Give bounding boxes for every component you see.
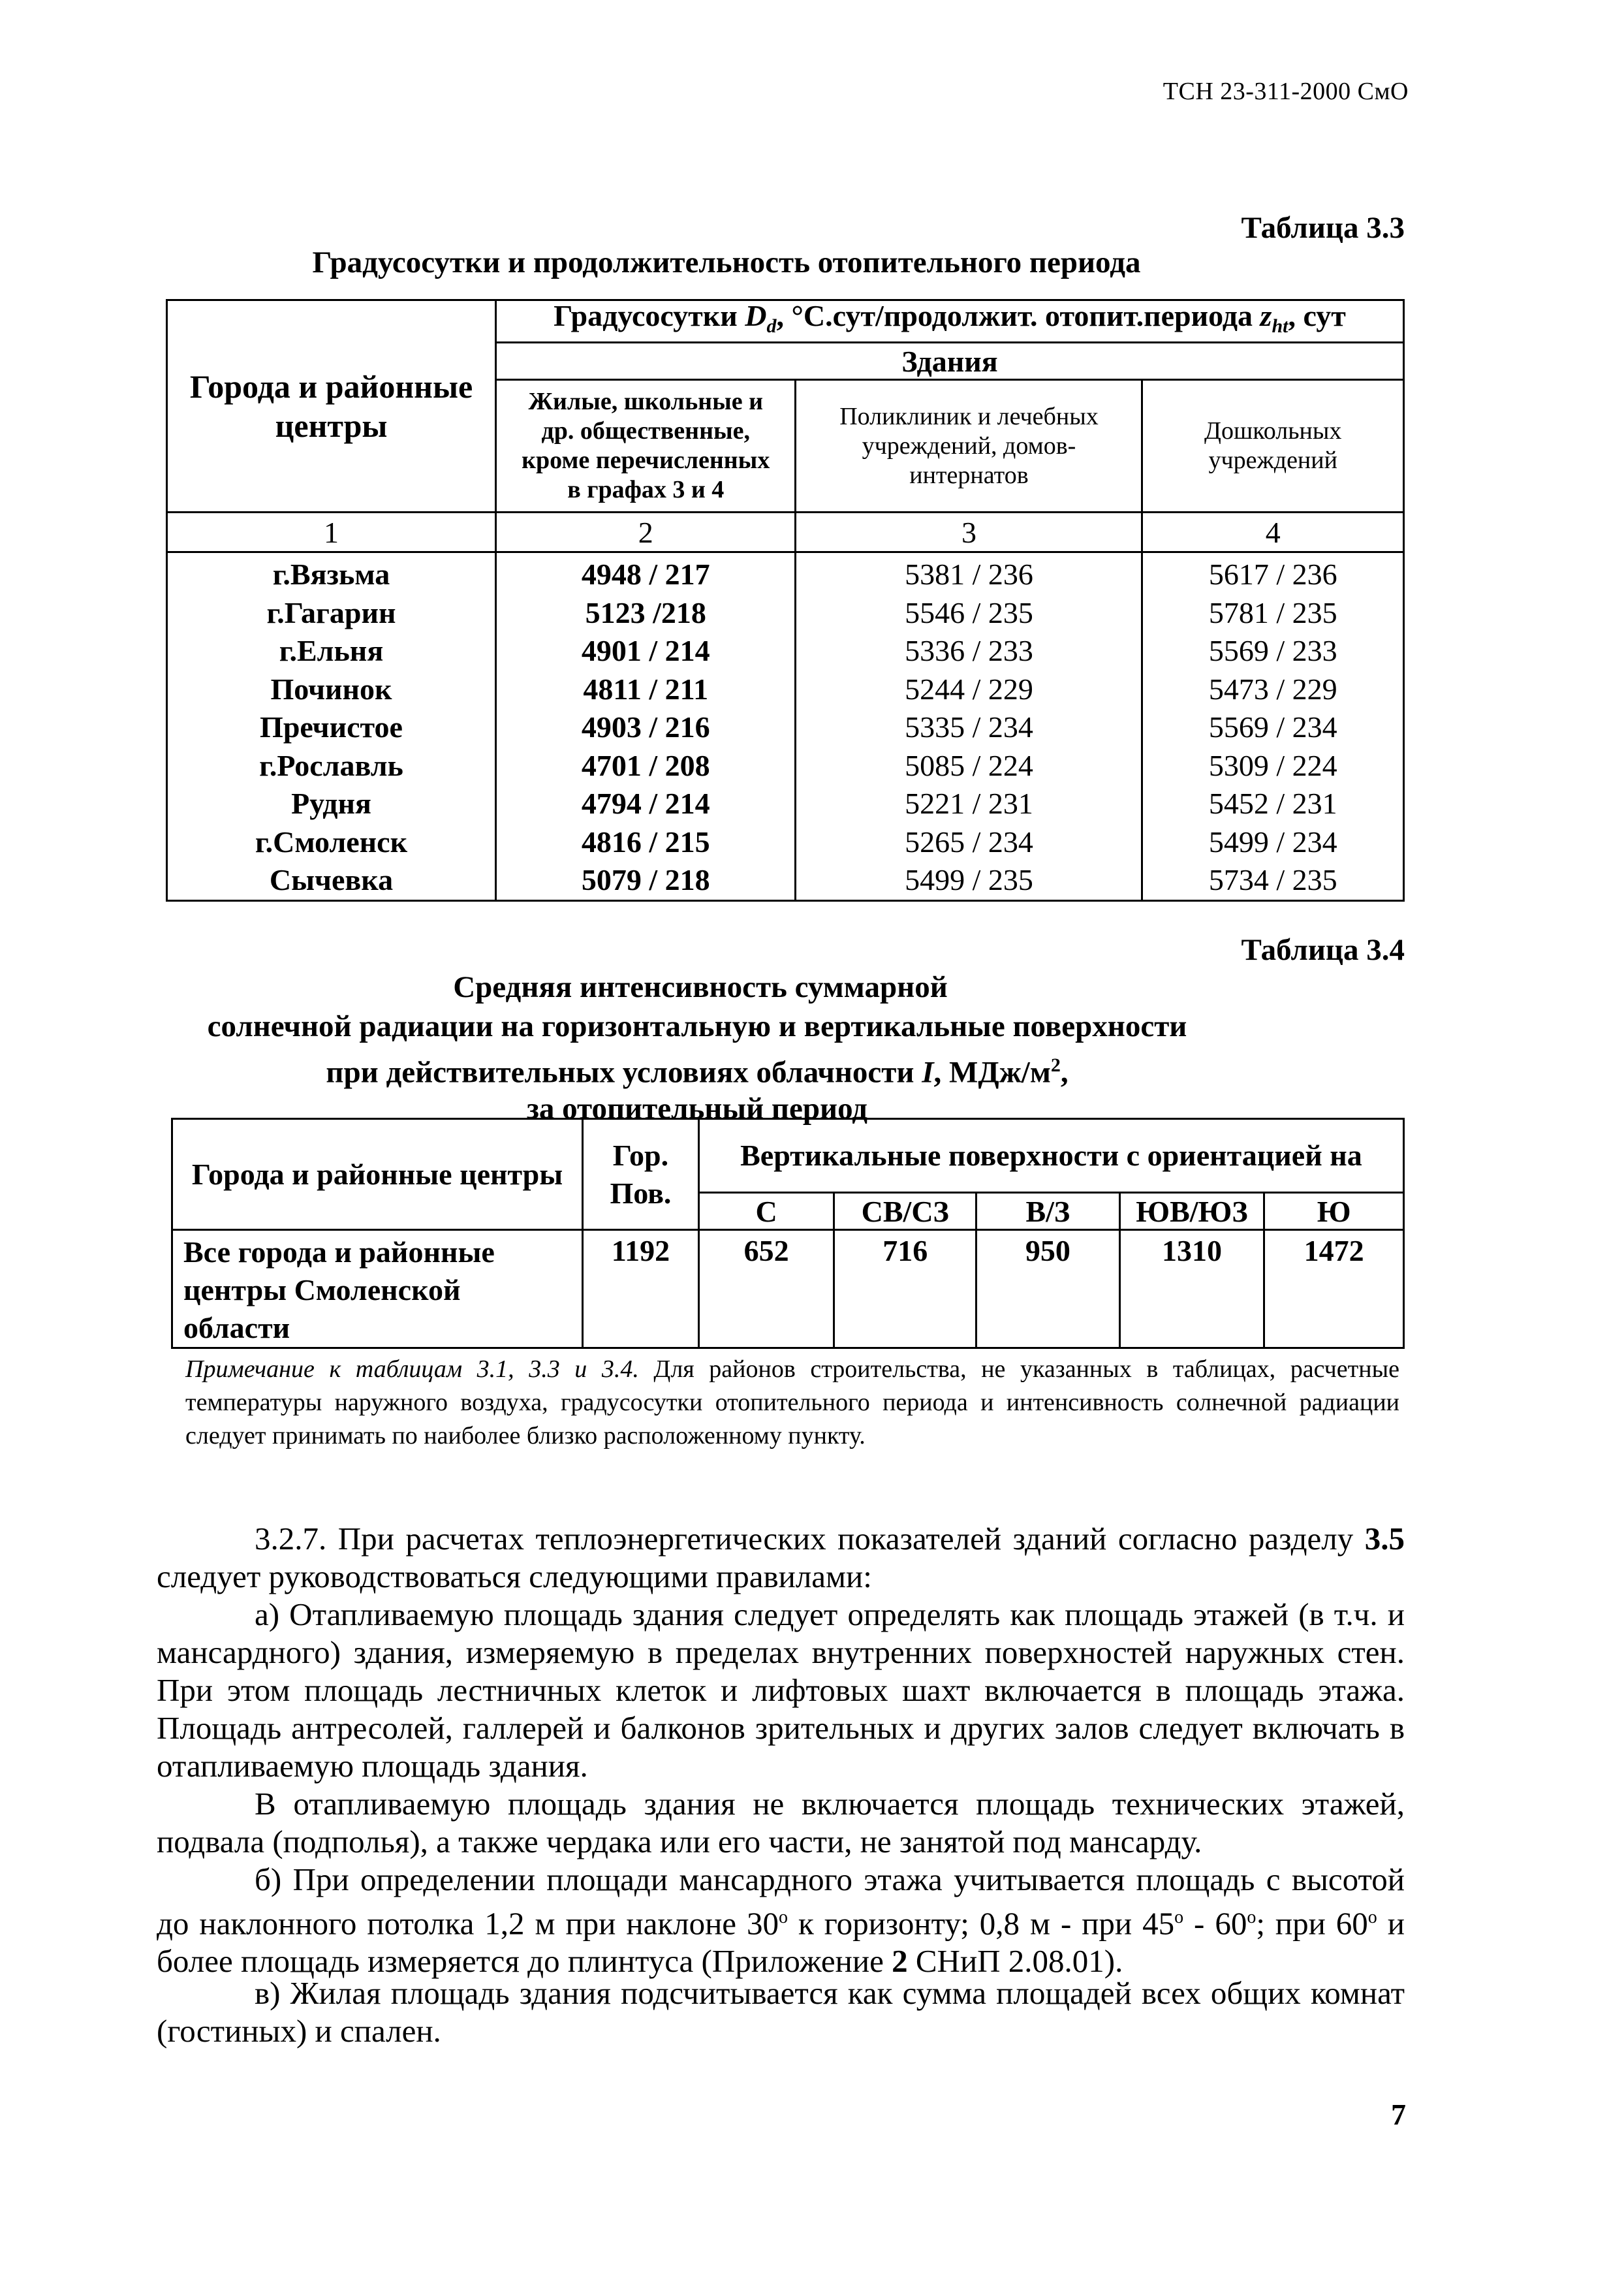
value-cell: 5336 / 233 — [905, 634, 1033, 668]
col-4-values — [1142, 552, 1404, 901]
title-line3-c: , МДж/м — [933, 1055, 1051, 1090]
table-3-4-title-line3 — [78, 1046, 1317, 1092]
value-cell: 5079 / 218 — [581, 863, 710, 897]
header-horizontal: Гор. Пов. — [583, 1119, 699, 1230]
value-cell: 5085 / 224 — [905, 748, 1033, 782]
value-cell: 5569 / 233 — [1208, 634, 1337, 668]
col-number-2: 2 — [496, 513, 796, 552]
table-3-4-caption: Таблица 3.4 — [1241, 933, 1405, 967]
city-cell: г.Вязьма — [272, 558, 390, 592]
value-cell: 5546 / 235 — [905, 595, 1033, 629]
symbol-zht: z — [1260, 299, 1272, 332]
p4-e: и более площадь измеряется до плинтуса (Приложение — [157, 1905, 1405, 1980]
value-cell: 5221 / 231 — [905, 787, 1033, 821]
orient-s: Ю — [1264, 1193, 1404, 1230]
value-cell: 5781 / 235 — [1208, 595, 1337, 629]
header-degree-days-a: Градусосутки — [554, 299, 745, 332]
value-cell: 4816 / 215 — [581, 825, 710, 859]
symbol-dd-sub: d — [766, 315, 777, 338]
orient-n: С — [698, 1193, 834, 1230]
title-line3-d: , — [1060, 1055, 1069, 1090]
value-cell: 4701 / 208 — [581, 748, 710, 782]
value-cell: 4901 / 214 — [581, 634, 710, 668]
value-e-w: 950 — [976, 1230, 1120, 1348]
row-city: Все города и районные центры Смоленской области — [172, 1230, 583, 1348]
table-note — [185, 1353, 1399, 1453]
note-lead: Примечание к таблицам 3.1, 3.3 и 3.4. — [185, 1355, 639, 1383]
paragraph-a: а) Отапливаемую площадь здания следует определять как площадь этажей (в т.ч. и мансардного) здания, измеряемую в пределах внутренних поверхностей наружных стен. При этом площадь лестничных клеток и лифтовых шахт включается в площадь этажа. Площадь антресолей, галлерей и балконов зрительных и других залов следует включать в отапливаемую площадь здания. — [157, 1596, 1405, 1784]
col-2-values — [496, 552, 796, 901]
table-3-4-title-line2: солнечной радиации на горизонтальную и вертикальные поверхности — [207, 1009, 1187, 1043]
city-cell: г.Рославль — [259, 748, 403, 782]
value-cell: 5381 / 236 — [905, 558, 1033, 592]
table-3-4-title — [166, 968, 1405, 1125]
table-3-4 — [171, 1118, 1405, 1349]
value-cell: 5499 / 234 — [1208, 825, 1337, 859]
orient-e-w: В/З — [976, 1193, 1120, 1230]
value-cell: 4811 / 211 — [583, 672, 709, 706]
header-col-4: Дошкольных учреждений — [1142, 380, 1404, 513]
value-cell: 5309 / 224 — [1208, 748, 1337, 782]
city-cell: г.Гагарин — [266, 595, 396, 629]
paragraph-1-text-a: При расчетах теплоэнергетических показателей зданий согласно разделу — [326, 1521, 1365, 1557]
header-vertical: Вертикальные поверхности с ориентацией на — [698, 1119, 1403, 1193]
orient-se-sw: ЮВ/ЮЗ — [1119, 1193, 1264, 1230]
value-cell: 5499 / 235 — [905, 863, 1033, 897]
header-cities: Города и районные центры — [172, 1119, 583, 1230]
orient-ne-nw: СВ/СЗ — [834, 1193, 976, 1230]
col-number-4: 4 — [1142, 513, 1404, 552]
title-line3-sup: 2 — [1050, 1054, 1061, 1076]
paragraph-excluded-area: В отапливаемую площадь здания не включается площадь технических этажей, подвала (подполья), а также чердака или его части, не занятой под мансарду. — [157, 1786, 1405, 1859]
symbol-i: I — [922, 1055, 934, 1090]
city-cell: г.Смоленск — [255, 825, 408, 859]
value-cell: 5335 / 234 — [905, 710, 1033, 744]
value-se-sw: 1310 — [1119, 1230, 1264, 1348]
header-degree-days — [496, 300, 1404, 343]
document-code: ТСН 23-311-2000 СмО — [1163, 78, 1409, 105]
value-ne-nw: 716 — [834, 1230, 976, 1348]
header-col-3: Поликлиник и лечебных учреждений, домов-интернатов — [796, 380, 1142, 513]
value-cell: 5244 / 229 — [905, 672, 1033, 706]
value-cell: 5265 / 234 — [905, 825, 1033, 859]
degree-sign: о — [1247, 1907, 1257, 1927]
value-s: 1472 — [1264, 1230, 1404, 1348]
value-cell: 5734 / 235 — [1208, 863, 1337, 897]
city-cell: г.Ельня — [279, 634, 384, 668]
value-cell: 4903 / 216 — [581, 710, 710, 744]
degree-sign: о — [779, 1907, 788, 1927]
appendix-ref: 2 — [892, 1943, 908, 1980]
table-3-3-title-text: Градусосутки и продолжительность отопительного периода — [312, 245, 1141, 279]
cities-column — [167, 552, 496, 901]
value-cell: 5569 / 234 — [1208, 710, 1337, 744]
header-degree-days-c: , сут — [1288, 299, 1346, 332]
degree-sign: о — [1174, 1907, 1184, 1927]
table-3-4-title-line1: Средняя интенсивность суммарной — [453, 970, 948, 1004]
value-cell: 4948 / 217 — [581, 558, 710, 592]
header-buildings: Здания — [496, 343, 1404, 380]
city-cell: Рудня — [291, 787, 371, 821]
table-3-3-caption: Таблица 3.3 — [1241, 211, 1405, 245]
col-3-values — [796, 552, 1142, 901]
col-number-3: 3 — [796, 513, 1142, 552]
city-cell: Пречистое — [260, 710, 403, 744]
value-n: 652 — [698, 1230, 834, 1348]
header-degree-days-b: , °С.сут/продолжит. отопит.периода — [776, 299, 1260, 332]
section-ref: 3.5 — [1364, 1521, 1405, 1557]
paragraph-3-2-7 — [157, 1520, 1405, 1596]
table-3-3 — [166, 299, 1405, 902]
table-3-4-title-line4: за отопительный период — [526, 1091, 867, 1126]
value-cell: 5452 / 231 — [1208, 787, 1337, 821]
degree-sign: о — [1367, 1907, 1377, 1927]
paragraph-c: в) Жилая площадь здания подсчитывается как сумма площадей всех общих комнат (гостиных) и спален. — [157, 1975, 1405, 2049]
p4-b: к горизонту; 0,8 м - при 45 — [788, 1905, 1175, 1942]
page-number: 7 — [1391, 2098, 1406, 2131]
symbol-zht-sub: ht — [1272, 315, 1288, 338]
p4-c: - 60 — [1183, 1905, 1247, 1942]
col-number-1: 1 — [167, 513, 496, 552]
paragraph-1-text-b: следует руководствоваться следующими правилами: — [157, 1558, 872, 1594]
paragraph-b — [157, 1861, 1405, 1980]
note-text: Для районов строительства, не указанных в таблицах, расчетные температуры наружного воздуха, градусосутки отопительного периода и интенсивность солнечной радиации следует принимать по наиболее близко расположенному пункту. — [185, 1355, 1399, 1449]
city-cell: Починок — [270, 672, 392, 706]
value-horizontal: 1192 — [583, 1230, 699, 1348]
value-cell: 5473 / 229 — [1208, 672, 1337, 706]
city-cell: Сычевка — [269, 863, 394, 897]
table-3-3-title — [166, 243, 1405, 282]
header-col-2: Жилые, школьные и др. общественные, кроме перечисленных в графах 3 и 4 — [496, 380, 796, 513]
symbol-dd: D — [745, 299, 767, 332]
p4-d: ; при 60 — [1256, 1905, 1368, 1942]
header-cities: Города и районные центры — [167, 300, 496, 513]
p4-f: СНиП 2.08.01). — [907, 1943, 1123, 1980]
value-cell: 5123 /218 — [585, 595, 706, 629]
title-line3-a: при действительных условиях облачности — [326, 1055, 922, 1090]
p4-a: б) При определении площади мансардного этажа учитывается площадь с высотой до наклонного потолка 1,2 м при наклоне 30 — [157, 1861, 1405, 1942]
paragraph-number: 3.2.7. — [255, 1521, 327, 1557]
value-cell: 4794 / 214 — [581, 787, 710, 821]
value-cell: 5617 / 236 — [1208, 558, 1337, 592]
